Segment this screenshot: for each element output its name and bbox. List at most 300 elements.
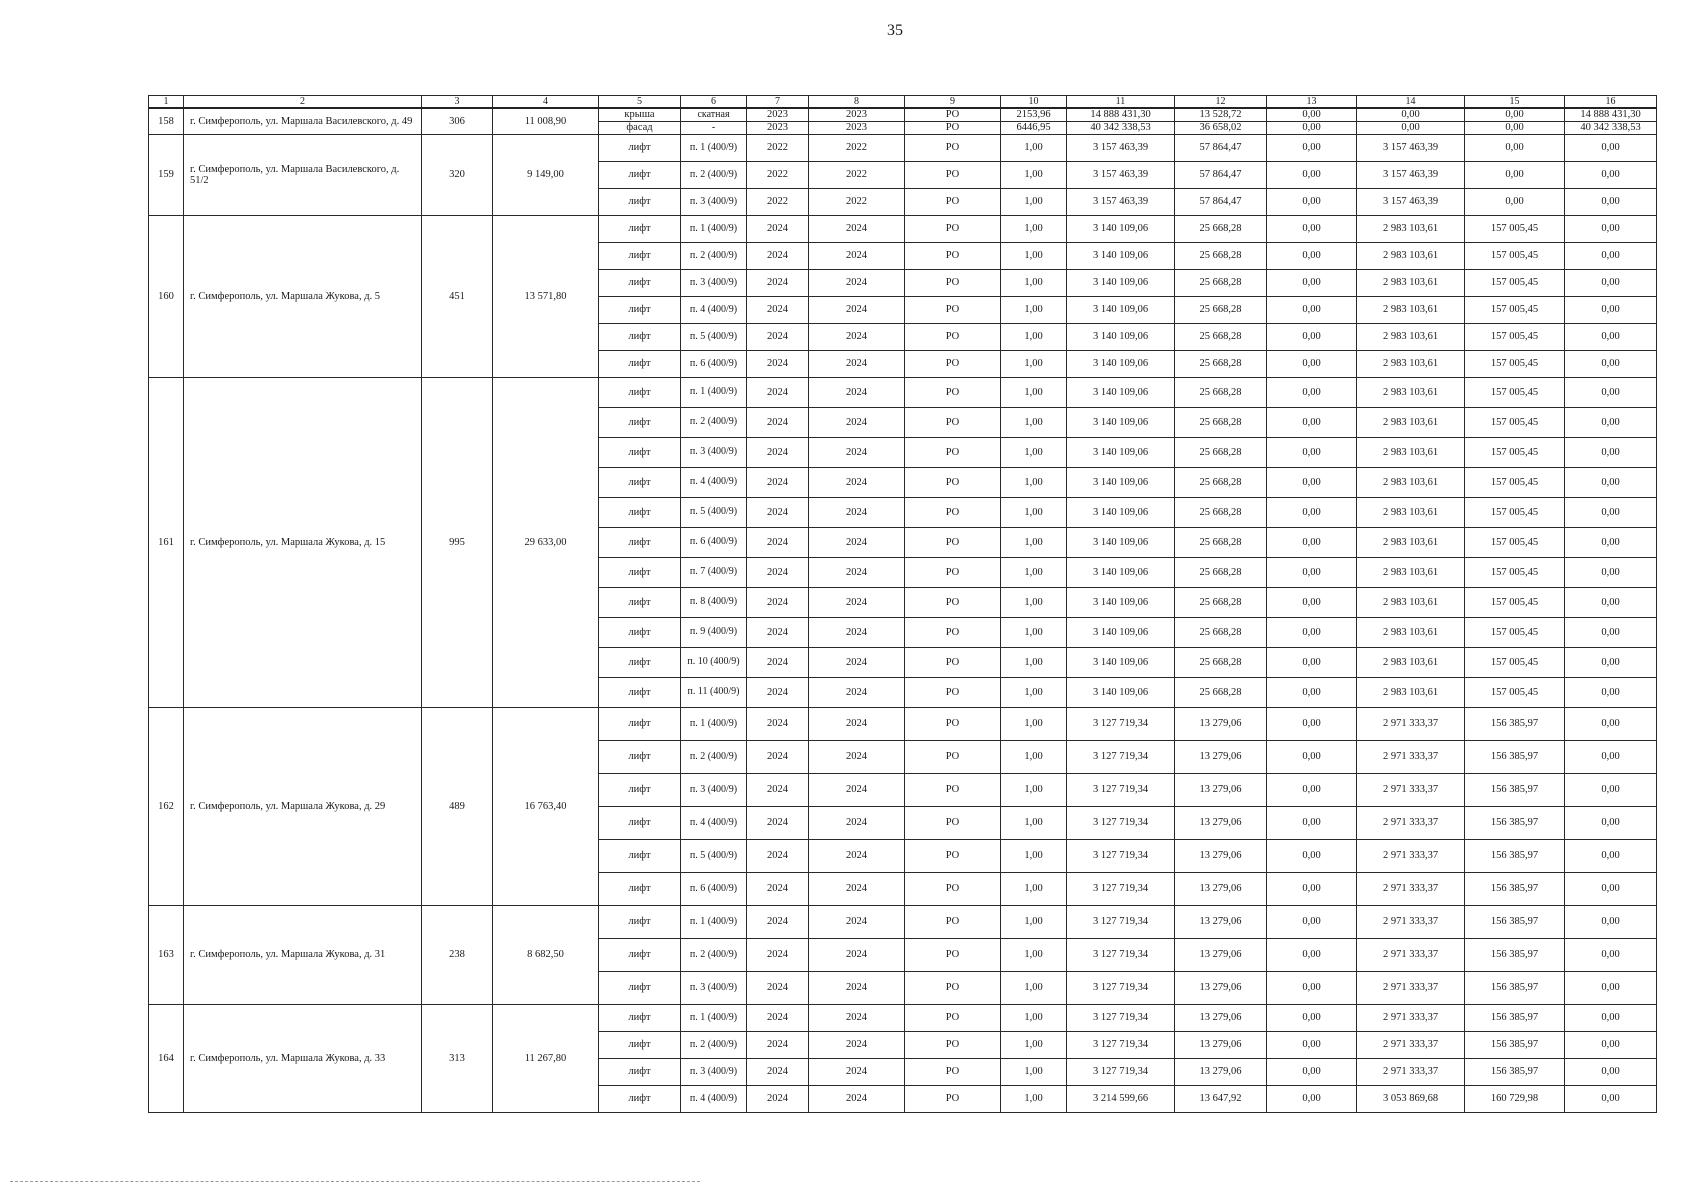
cell-c10: 1,00 [1001, 872, 1067, 905]
cell-c9: РО [905, 296, 1001, 323]
cell-c15: 0,00 [1465, 108, 1565, 121]
cell-c16: 0,00 [1565, 215, 1657, 242]
cell-c14: 2 983 103,61 [1357, 497, 1465, 527]
column-number-9: 9 [905, 96, 1001, 109]
cell-c9: РО [905, 740, 1001, 773]
cell-c12: 25 668,28 [1175, 557, 1267, 587]
cell-c15: 157 005,45 [1465, 677, 1565, 707]
cell-c15: 157 005,45 [1465, 587, 1565, 617]
cell-c8: 2024 [809, 557, 905, 587]
house-c4: 13 571,80 [493, 215, 599, 377]
house-c4: 8 682,50 [493, 905, 599, 1004]
cell-c12: 13 279,06 [1175, 806, 1267, 839]
cell-c9: РО [905, 617, 1001, 647]
cell-c6: п. 4 (400/9) [681, 296, 747, 323]
cell-c16: 0,00 [1565, 1085, 1657, 1112]
cell-c13: 0,00 [1267, 617, 1357, 647]
cell-c16: 0,00 [1565, 740, 1657, 773]
cell-c12: 57 864,47 [1175, 134, 1267, 161]
cell-c8: 2024 [809, 707, 905, 740]
cell-c14: 2 971 333,37 [1357, 773, 1465, 806]
house-c3: 238 [422, 905, 493, 1004]
cell-c16: 0,00 [1565, 677, 1657, 707]
cell-c6: п. 2 (400/9) [681, 740, 747, 773]
cell-c7: 2024 [747, 647, 809, 677]
cell-c14: 2 983 103,61 [1357, 269, 1465, 296]
cell-c12: 13 279,06 [1175, 773, 1267, 806]
cell-c5: лифт [599, 938, 681, 971]
cell-c16: 0,00 [1565, 269, 1657, 296]
column-number-15: 15 [1465, 96, 1565, 109]
cell-c9: РО [905, 323, 1001, 350]
cell-c16: 0,00 [1565, 839, 1657, 872]
cell-c8: 2024 [809, 242, 905, 269]
cell-c10: 1,00 [1001, 527, 1067, 557]
cell-c14: 2 971 333,37 [1357, 938, 1465, 971]
column-number-7: 7 [747, 96, 809, 109]
cell-c8: 2024 [809, 905, 905, 938]
cell-c8: 2024 [809, 806, 905, 839]
cell-c14: 2 983 103,61 [1357, 377, 1465, 407]
cell-c11: 3 140 109,06 [1067, 557, 1175, 587]
house-c3: 313 [422, 1004, 493, 1112]
cell-c5: лифт [599, 1031, 681, 1058]
cell-c6: п. 4 (400/9) [681, 467, 747, 497]
cell-c10: 1,00 [1001, 467, 1067, 497]
cell-c13: 0,00 [1267, 1031, 1357, 1058]
cell-c7: 2024 [747, 350, 809, 377]
cell-c11: 3 140 109,06 [1067, 467, 1175, 497]
house-c1: 159 [149, 134, 184, 215]
house-c2: г. Симферополь, ул. Маршала Жукова, д. 31 [184, 905, 422, 1004]
cell-c9: РО [905, 806, 1001, 839]
cell-c7: 2024 [747, 467, 809, 497]
cell-c7: 2024 [747, 1085, 809, 1112]
cell-c5: лифт [599, 1058, 681, 1085]
cell-c5: лифт [599, 134, 681, 161]
cell-c9: РО [905, 437, 1001, 467]
cell-c11: 3 127 719,34 [1067, 1058, 1175, 1085]
house-c2: г. Симферополь, ул. Маршала Жукова, д. 29 [184, 707, 422, 905]
cell-c14: 2 971 333,37 [1357, 971, 1465, 1004]
cell-c5: лифт [599, 587, 681, 617]
cell-c12: 25 668,28 [1175, 467, 1267, 497]
cell-c9: РО [905, 839, 1001, 872]
capital-repair-table [148, 95, 1657, 1113]
cell-c12: 13 279,06 [1175, 1058, 1267, 1085]
cell-c12: 57 864,47 [1175, 161, 1267, 188]
cell-c8: 2024 [809, 350, 905, 377]
cell-c11: 3 140 109,06 [1067, 677, 1175, 707]
cell-c9: РО [905, 407, 1001, 437]
cell-c13: 0,00 [1267, 377, 1357, 407]
cell-c16: 0,00 [1565, 938, 1657, 971]
house-c1: 158 [149, 108, 184, 134]
cell-c15: 0,00 [1465, 121, 1565, 134]
cell-c5: лифт [599, 269, 681, 296]
cell-c6: п. 1 (400/9) [681, 215, 747, 242]
cell-c8: 2024 [809, 1058, 905, 1085]
cell-c16: 0,00 [1565, 806, 1657, 839]
cell-c5: лифт [599, 677, 681, 707]
cell-c11: 3 127 719,34 [1067, 872, 1175, 905]
cell-c6: п. 8 (400/9) [681, 587, 747, 617]
cell-c14: 2 971 333,37 [1357, 1031, 1465, 1058]
cell-c9: РО [905, 188, 1001, 215]
cell-c10: 1,00 [1001, 188, 1067, 215]
cell-c7: 2024 [747, 269, 809, 296]
cell-c13: 0,00 [1267, 587, 1357, 617]
cell-c11: 3 127 719,34 [1067, 839, 1175, 872]
cell-c10: 1,00 [1001, 707, 1067, 740]
cell-c10: 1,00 [1001, 1004, 1067, 1031]
cell-c10: 1,00 [1001, 1085, 1067, 1112]
cell-c6: п. 1 (400/9) [681, 905, 747, 938]
cell-c8: 2024 [809, 1085, 905, 1112]
cell-c15: 157 005,45 [1465, 215, 1565, 242]
cell-c7: 2024 [747, 527, 809, 557]
cell-c10: 1,00 [1001, 407, 1067, 437]
cell-c7: 2024 [747, 839, 809, 872]
cell-c16: 0,00 [1565, 971, 1657, 1004]
cell-c6: п. 5 (400/9) [681, 323, 747, 350]
cell-c12: 25 668,28 [1175, 269, 1267, 296]
cell-c14: 2 983 103,61 [1357, 647, 1465, 677]
cell-c7: 2022 [747, 188, 809, 215]
cell-c6: п. 3 (400/9) [681, 1058, 747, 1085]
cell-c16: 0,00 [1565, 377, 1657, 407]
house-c4: 16 763,40 [493, 707, 599, 905]
cell-c5: лифт [599, 407, 681, 437]
cell-c11: 3 140 109,06 [1067, 527, 1175, 557]
cell-c9: РО [905, 773, 1001, 806]
cell-c8: 2024 [809, 587, 905, 617]
cell-c15: 157 005,45 [1465, 527, 1565, 557]
cell-c5: лифт [599, 215, 681, 242]
cell-c15: 157 005,45 [1465, 557, 1565, 587]
cell-c11: 3 140 109,06 [1067, 617, 1175, 647]
cell-c6: п. 11 (400/9) [681, 677, 747, 707]
cell-c10: 1,00 [1001, 938, 1067, 971]
cell-c7: 2024 [747, 872, 809, 905]
cell-c14: 2 983 103,61 [1357, 527, 1465, 557]
cell-c14: 2 983 103,61 [1357, 350, 1465, 377]
cell-c8: 2024 [809, 839, 905, 872]
cell-c12: 25 668,28 [1175, 377, 1267, 407]
cell-c14: 2 983 103,61 [1357, 323, 1465, 350]
cell-c12: 13 279,06 [1175, 839, 1267, 872]
cell-c13: 0,00 [1267, 134, 1357, 161]
cell-c12: 25 668,28 [1175, 407, 1267, 437]
cell-c13: 0,00 [1267, 872, 1357, 905]
cell-c15: 157 005,45 [1465, 617, 1565, 647]
cell-c5: лифт [599, 1004, 681, 1031]
cell-c5: лифт [599, 1085, 681, 1112]
cell-c14: 2 983 103,61 [1357, 557, 1465, 587]
cell-c15: 157 005,45 [1465, 437, 1565, 467]
cell-c7: 2023 [747, 108, 809, 121]
cell-c13: 0,00 [1267, 1085, 1357, 1112]
cell-c10: 1,00 [1001, 161, 1067, 188]
cell-c14: 2 983 103,61 [1357, 242, 1465, 269]
cell-c16: 0,00 [1565, 872, 1657, 905]
cell-c6: п. 3 (400/9) [681, 971, 747, 1004]
cell-c7: 2024 [747, 557, 809, 587]
table-row [149, 108, 1657, 121]
cell-c11: 3 157 463,39 [1067, 161, 1175, 188]
column-number-13: 13 [1267, 96, 1357, 109]
cell-c7: 2024 [747, 1031, 809, 1058]
table-row [149, 905, 1657, 938]
cell-c16: 0,00 [1565, 617, 1657, 647]
cell-c14: 2 983 103,61 [1357, 587, 1465, 617]
cell-c5: лифт [599, 839, 681, 872]
cell-c11: 3 157 463,39 [1067, 134, 1175, 161]
cell-c16: 0,00 [1565, 242, 1657, 269]
cell-c5: лифт [599, 773, 681, 806]
cell-c16: 0,00 [1565, 557, 1657, 587]
cell-c14: 2 971 333,37 [1357, 839, 1465, 872]
cell-c13: 0,00 [1267, 215, 1357, 242]
cell-c13: 0,00 [1267, 350, 1357, 377]
cell-c5: лифт [599, 323, 681, 350]
cell-c9: РО [905, 938, 1001, 971]
cell-c10: 1,00 [1001, 971, 1067, 1004]
cell-c10: 1,00 [1001, 1031, 1067, 1058]
cell-c13: 0,00 [1267, 108, 1357, 121]
cell-c12: 13 279,06 [1175, 740, 1267, 773]
cell-c5: лифт [599, 527, 681, 557]
cell-c8: 2024 [809, 527, 905, 557]
cell-c16: 0,00 [1565, 647, 1657, 677]
cell-c14: 2 983 103,61 [1357, 467, 1465, 497]
cell-c9: РО [905, 1031, 1001, 1058]
scan-footer-line [10, 1181, 700, 1182]
cell-c14: 0,00 [1357, 121, 1465, 134]
cell-c10: 1,00 [1001, 215, 1067, 242]
column-number-2: 2 [184, 96, 422, 109]
cell-c15: 157 005,45 [1465, 467, 1565, 497]
cell-c16: 0,00 [1565, 350, 1657, 377]
house-c2: г. Симферополь, ул. Маршала Жукова, д. 5 [184, 215, 422, 377]
cell-c13: 0,00 [1267, 121, 1357, 134]
cell-c7: 2024 [747, 617, 809, 647]
cell-c13: 0,00 [1267, 242, 1357, 269]
cell-c6: п. 9 (400/9) [681, 617, 747, 647]
column-number-14: 14 [1357, 96, 1465, 109]
house-c1: 164 [149, 1004, 184, 1112]
cell-c10: 1,00 [1001, 269, 1067, 296]
cell-c12: 25 668,28 [1175, 677, 1267, 707]
cell-c11: 3 140 109,06 [1067, 407, 1175, 437]
cell-c13: 0,00 [1267, 437, 1357, 467]
cell-c8: 2024 [809, 215, 905, 242]
cell-c9: РО [905, 350, 1001, 377]
cell-c8: 2022 [809, 134, 905, 161]
cell-c15: 157 005,45 [1465, 497, 1565, 527]
cell-c14: 2 983 103,61 [1357, 677, 1465, 707]
cell-c13: 0,00 [1267, 773, 1357, 806]
cell-c7: 2023 [747, 121, 809, 134]
cell-c14: 2 971 333,37 [1357, 707, 1465, 740]
cell-c16: 0,00 [1565, 323, 1657, 350]
table-row [149, 1004, 1657, 1031]
cell-c12: 13 279,06 [1175, 872, 1267, 905]
cell-c16: 0,00 [1565, 437, 1657, 467]
cell-c11: 3 140 109,06 [1067, 587, 1175, 617]
cell-c8: 2024 [809, 872, 905, 905]
cell-c6: п. 1 (400/9) [681, 377, 747, 407]
cell-c8: 2024 [809, 1031, 905, 1058]
cell-c8: 2023 [809, 121, 905, 134]
cell-c10: 1,00 [1001, 377, 1067, 407]
cell-c10: 1,00 [1001, 677, 1067, 707]
column-number-11: 11 [1067, 96, 1175, 109]
column-number-16: 16 [1565, 96, 1657, 109]
column-number-8: 8 [809, 96, 905, 109]
cell-c8: 2024 [809, 1004, 905, 1031]
cell-c6: п. 1 (400/9) [681, 134, 747, 161]
cell-c14: 2 971 333,37 [1357, 1004, 1465, 1031]
cell-c13: 0,00 [1267, 971, 1357, 1004]
cell-c7: 2024 [747, 242, 809, 269]
cell-c14: 3 157 463,39 [1357, 188, 1465, 215]
cell-c5: лифт [599, 437, 681, 467]
cell-c13: 0,00 [1267, 740, 1357, 773]
cell-c13: 0,00 [1267, 323, 1357, 350]
cell-c12: 25 668,28 [1175, 215, 1267, 242]
cell-c6: п. 2 (400/9) [681, 938, 747, 971]
cell-c15: 156 385,97 [1465, 740, 1565, 773]
cell-c16: 0,00 [1565, 587, 1657, 617]
cell-c9: РО [905, 134, 1001, 161]
cell-c11: 3 140 109,06 [1067, 647, 1175, 677]
cell-c9: РО [905, 269, 1001, 296]
cell-c9: РО [905, 587, 1001, 617]
cell-c11: 3 127 719,34 [1067, 740, 1175, 773]
cell-c12: 13 279,06 [1175, 938, 1267, 971]
cell-c14: 2 983 103,61 [1357, 215, 1465, 242]
house-c1: 161 [149, 377, 184, 707]
cell-c12: 13 279,06 [1175, 1031, 1267, 1058]
cell-c6: п. 3 (400/9) [681, 773, 747, 806]
cell-c16: 0,00 [1565, 1031, 1657, 1058]
cell-c12: 25 668,28 [1175, 587, 1267, 617]
house-c2: г. Симферополь, ул. Маршала Василевского, д. 49 [184, 108, 422, 134]
cell-c5: лифт [599, 296, 681, 323]
house-c3: 451 [422, 215, 493, 377]
cell-c14: 2 983 103,61 [1357, 617, 1465, 647]
cell-c6: п. 1 (400/9) [681, 707, 747, 740]
cell-c13: 0,00 [1267, 707, 1357, 740]
cell-c7: 2024 [747, 215, 809, 242]
cell-c16: 40 342 338,53 [1565, 121, 1657, 134]
cell-c10: 1,00 [1001, 740, 1067, 773]
cell-c6: п. 2 (400/9) [681, 1031, 747, 1058]
cell-c11: 3 214 599,66 [1067, 1085, 1175, 1112]
cell-c13: 0,00 [1267, 557, 1357, 587]
cell-c11: 40 342 338,53 [1067, 121, 1175, 134]
house-c4: 11 008,90 [493, 108, 599, 134]
cell-c7: 2024 [747, 905, 809, 938]
column-number-1: 1 [149, 96, 184, 109]
cell-c12: 25 668,28 [1175, 437, 1267, 467]
cell-c5: лифт [599, 617, 681, 647]
cell-c5: лифт [599, 350, 681, 377]
cell-c12: 13 647,92 [1175, 1085, 1267, 1112]
cell-c10: 1,00 [1001, 323, 1067, 350]
cell-c7: 2024 [747, 971, 809, 1004]
cell-c12: 25 668,28 [1175, 242, 1267, 269]
cell-c12: 13 279,06 [1175, 707, 1267, 740]
cell-c13: 0,00 [1267, 905, 1357, 938]
cell-c7: 2024 [747, 377, 809, 407]
cell-c5: фасад [599, 121, 681, 134]
cell-c9: РО [905, 1004, 1001, 1031]
cell-c11: 3 140 109,06 [1067, 377, 1175, 407]
cell-c15: 156 385,97 [1465, 872, 1565, 905]
cell-c6: п. 6 (400/9) [681, 527, 747, 557]
cell-c5: лифт [599, 467, 681, 497]
cell-c8: 2024 [809, 647, 905, 677]
cell-c15: 157 005,45 [1465, 242, 1565, 269]
cell-c11: 3 140 109,06 [1067, 296, 1175, 323]
cell-c9: РО [905, 905, 1001, 938]
cell-c9: РО [905, 1085, 1001, 1112]
cell-c11: 3 127 719,34 [1067, 905, 1175, 938]
cell-c6: п. 4 (400/9) [681, 806, 747, 839]
cell-c10: 1,00 [1001, 350, 1067, 377]
cell-c6: п. 3 (400/9) [681, 269, 747, 296]
cell-c15: 157 005,45 [1465, 377, 1565, 407]
cell-c8: 2024 [809, 467, 905, 497]
cell-c15: 0,00 [1465, 134, 1565, 161]
cell-c9: РО [905, 161, 1001, 188]
cell-c9: РО [905, 377, 1001, 407]
cell-c10: 6446,95 [1001, 121, 1067, 134]
cell-c8: 2024 [809, 740, 905, 773]
cell-c15: 156 385,97 [1465, 938, 1565, 971]
cell-c5: лифт [599, 161, 681, 188]
cell-c13: 0,00 [1267, 1004, 1357, 1031]
cell-c13: 0,00 [1267, 296, 1357, 323]
cell-c6: п. 1 (400/9) [681, 1004, 747, 1031]
cell-c9: РО [905, 647, 1001, 677]
house-c4: 9 149,00 [493, 134, 599, 215]
cell-c6: п. 5 (400/9) [681, 497, 747, 527]
cell-c15: 156 385,97 [1465, 1004, 1565, 1031]
cell-c7: 2024 [747, 587, 809, 617]
cell-c5: лифт [599, 806, 681, 839]
cell-c11: 3 127 719,34 [1067, 707, 1175, 740]
cell-c13: 0,00 [1267, 188, 1357, 215]
cell-c13: 0,00 [1267, 1058, 1357, 1085]
cell-c5: крыша [599, 108, 681, 121]
cell-c15: 157 005,45 [1465, 407, 1565, 437]
cell-c5: лифт [599, 707, 681, 740]
cell-c10: 1,00 [1001, 905, 1067, 938]
cell-c5: лифт [599, 872, 681, 905]
column-number-12: 12 [1175, 96, 1267, 109]
cell-c5: лифт [599, 905, 681, 938]
cell-c14: 3 157 463,39 [1357, 161, 1465, 188]
cell-c10: 1,00 [1001, 587, 1067, 617]
table-row [149, 215, 1657, 242]
cell-c12: 13 279,06 [1175, 905, 1267, 938]
cell-c12: 25 668,28 [1175, 497, 1267, 527]
cell-c14: 2 983 103,61 [1357, 437, 1465, 467]
cell-c16: 0,00 [1565, 296, 1657, 323]
